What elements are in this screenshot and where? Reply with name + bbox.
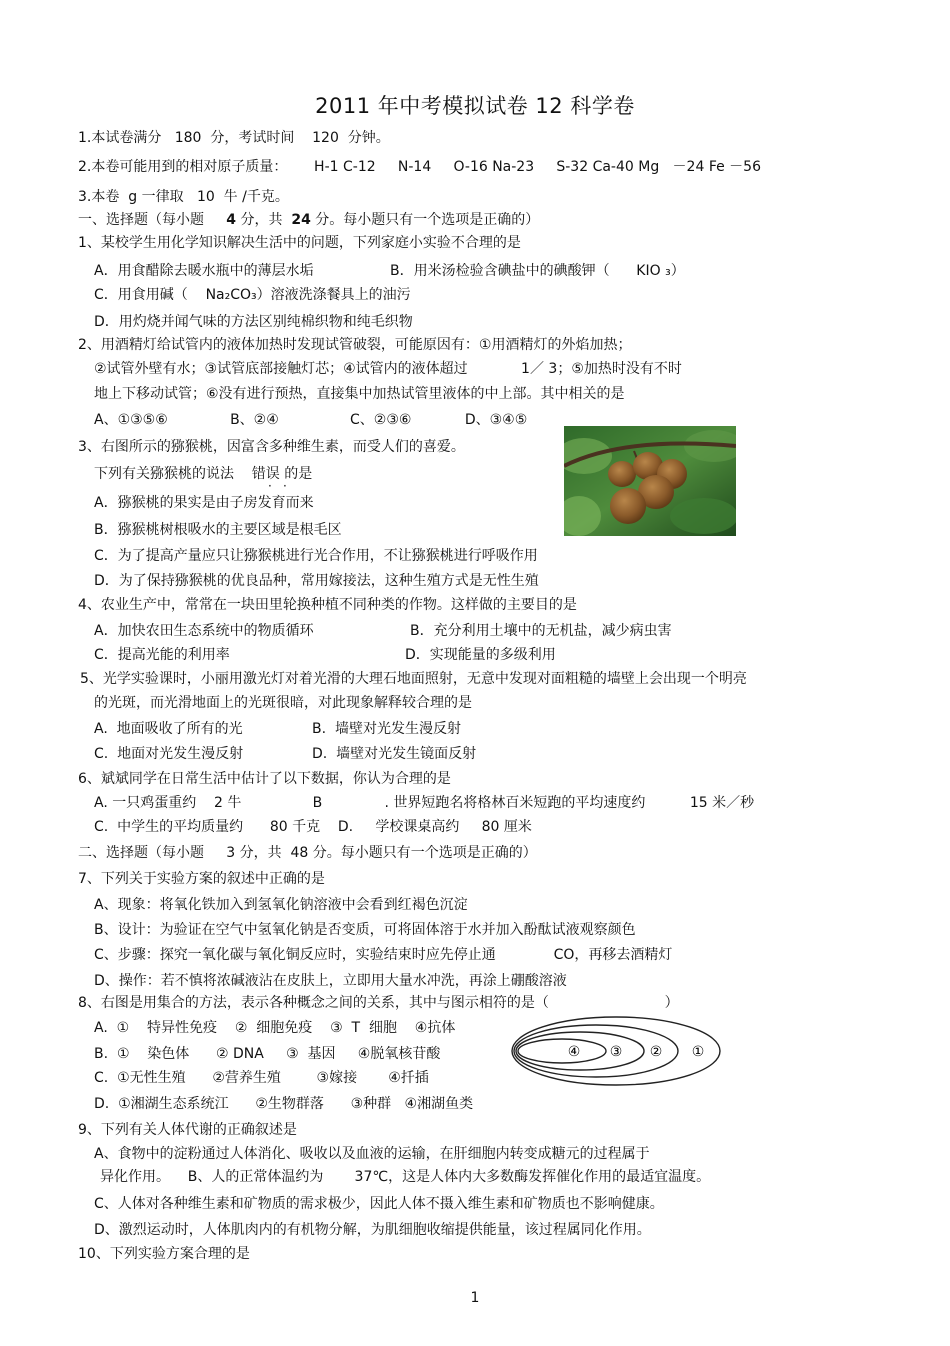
page-title: 2011 年中考模拟试卷 12 科学卷 <box>315 94 635 118</box>
page-number: 1 <box>470 1290 480 1306</box>
kiwi-fruit-photo <box>564 426 736 536</box>
note-2: 2.本卷可能用到的相对原子质量： H-1 C-12 N-14 O-16 Na-23 S-32 Ca-40 Mg －24 Fe －56 <box>78 159 761 175</box>
q2-line-1: 2、用酒精灯给试管内的液体加热时发现试管破裂，可能原因有：①用酒精灯的外焰加热； <box>78 337 632 353</box>
q5-option-c: C. 地面对光发生漫反射 <box>94 746 244 762</box>
q8-option-b: B. ① 染色体 ② DNA ③ 基因 ④脱氧核苷酸 <box>94 1046 441 1062</box>
q9-stem: 9、下列有关人体代谢的正确叙述是 <box>78 1122 297 1138</box>
q8-option-d: D. ①湘湖生态系统江 ②生物群落 ③种群 ④湘湖鱼类 <box>94 1096 474 1112</box>
q2-line-2: ②试管外壁有水；③试管底部接触灯芯；④试管内的液体超过 1／ 3；⑤加热时没有不时 <box>94 361 682 377</box>
q4-option-b: B．充分利用土壤中的无机盐，减少病虫害 <box>410 623 672 639</box>
q8-option-a: A. ① 特异性免疫 ② 细胞免疫 ③ T 细胞 ④抗体 <box>94 1020 456 1036</box>
venn-label-4: ④ <box>567 1044 581 1060</box>
q3-option-b: B．猕猴桃树根吸水的主要区域是根毛区 <box>94 522 342 538</box>
q7-option-b: B、设计：为验证在空气中氢氧化钠是否变质，可将固体溶于水并加入酚酞试液观察颜色 <box>94 922 636 938</box>
q3-option-d: D．为了保持猕猴桃的优良品种，常用嫁接法，这种生殖方式是无性生殖 <box>94 573 539 589</box>
q4-stem: 4、农业生产中，常常在一块田里轮换种植不同种类的作物。这样做的主要目的是 <box>78 597 577 613</box>
q3-option-a: A．猕猴桃的果实是由子房发育而来 <box>94 495 314 511</box>
q1-option-d: D．用灼烧并闻气味的方法区别纯棉织物和纯毛织物 <box>94 314 413 330</box>
venn-label-2: ② <box>649 1044 663 1060</box>
q1-stem: 1、某校学生用化学知识解决生活中的问题，下列家庭小实验不合理的是 <box>78 235 521 251</box>
q4-option-a: A．加快农田生态系统中的物质循环 <box>94 623 314 639</box>
q7-option-c: C、步骤：探究一氧化碳与氧化铜反应时，实验结束时应先停止通 CO，再移去酒精灯 <box>94 947 673 963</box>
q3-option-c: C．为了提高产量应只让猕猴桃进行光合作用，不让猕猴桃进行呼吸作用 <box>94 548 538 564</box>
q3-line-1: 3、右图所示的猕猴桃，因富含多种维生素，而受人们的喜爱。 <box>78 439 465 455</box>
q5-line-1: 5、光学实验课时，小丽用激光灯对着光滑的大理石地面照射，无意中发现对面粗糙的墙壁上会出现一个明亮 <box>80 671 747 687</box>
note-3: 3.本卷 g 一律取 10 牛 /千克。 <box>78 189 289 205</box>
q5-option-b: B. 墙壁对光发生漫反射 <box>312 721 461 737</box>
note-1: 1.本试卷满分 180 分，考试时间 120 分钟。 <box>78 130 390 146</box>
section-2-heading: 二、选择题（每小题 3 分，共 48 分。每小题只有一个选项是正确的） <box>78 845 537 861</box>
q9-option-d: D、激烈运动时，人体肌肉内的有机物分解，为肌细胞收缩提供能量，该过程属同化作用。 <box>94 1222 651 1238</box>
q7-option-d: D、操作：若不慎将浓碱液沾在皮肤上，立即用大量水冲洗，再涂上硼酸溶液 <box>94 973 567 989</box>
q9-option-a-line-1: A、食物中的淀粉通过人体消化、吸收以及血液的运输，在肝细胞内转变成糖元的过程属于 <box>94 1146 650 1162</box>
emphasis-dot-icon: · <box>268 479 272 493</box>
q4-option-d: D．实现能量的多级利用 <box>405 647 556 663</box>
nested-sets-diagram <box>510 1015 722 1087</box>
q5-option-a: A. 地面吸收了所有的光 <box>94 721 243 737</box>
emphasis-dot-icon: · <box>283 479 287 493</box>
q8-stem: 8、右图是用集合的方法，表示各种概念之间的关系，其中与图示相符的是（ ） <box>78 995 679 1011</box>
q6-stem: 6、斌斌同学在日常生活中估计了以下数据，你认为合理的是 <box>78 771 451 787</box>
q9-option-a-b: 异化作用。 B、人的正常体温约为 37℃，这是人体内大多数酶发挥催化作用的最适宜温度。 <box>100 1169 711 1185</box>
q3-line-2: 下列有关猕猴桃的说法 错误 的是 <box>94 466 313 482</box>
section-1-heading: 一、选择题（每小题 4 分，共 24 分。每小题只有一个选项是正确的） <box>78 212 540 228</box>
q2-options: A、①③⑤⑥ B、②④ C、②③⑥ D、③④⑤ <box>94 412 528 428</box>
q2-line-3: 地上下移动试管；⑥没有进行预热，直接集中加热试管里液体的中上部。其中相关的是 <box>94 386 625 402</box>
q6-options-cd: C. 中学生的平均质量约 80 千克 D. 学校课桌高约 80 厘米 <box>94 819 532 835</box>
q4-option-c: C．提高光能的利用率 <box>94 647 230 663</box>
q7-option-a: A、现象：将氧化铁加入到氢氧化钠溶液中会看到红褐色沉淀 <box>94 897 468 913</box>
q7-stem: 7、下列关于实验方案的叙述中正确的是 <box>78 871 325 887</box>
venn-label-1: ① <box>691 1044 705 1060</box>
q5-line-2: 的光斑，而光滑地面上的光斑很暗，对此现象解释较合理的是 <box>94 695 472 711</box>
q1-option-c: C．用食用碱（ Na₂CO₃）溶液洗涤餐具上的油污 <box>94 287 411 303</box>
q10-stem: 10、下列实验方案合理的是 <box>78 1246 250 1262</box>
venn-label-3: ③ <box>609 1044 623 1060</box>
q1-option-a: A．用食醋除去暖水瓶中的薄层水垢 <box>94 263 314 279</box>
q8-option-c: C. ①无性生殖 ②营养生殖 ③嫁接 ④扦插 <box>94 1070 429 1086</box>
q9-option-c: C、人体对各种维生素和矿物质的需求极少，因此人体不摄入维生素和矿物质也不影响健康。 <box>94 1196 664 1212</box>
q5-option-d: D. 墙壁对光发生镜面反射 <box>312 746 477 762</box>
q6-options-ab: A. 一只鸡蛋重约 2 牛 B . 世界短跑名将格林百米短跑的平均速度约 15 米／秒 <box>94 795 755 811</box>
q1-option-b: B．用米汤检验含碘盐中的碘酸钾（ KIO ₃） <box>390 263 685 279</box>
